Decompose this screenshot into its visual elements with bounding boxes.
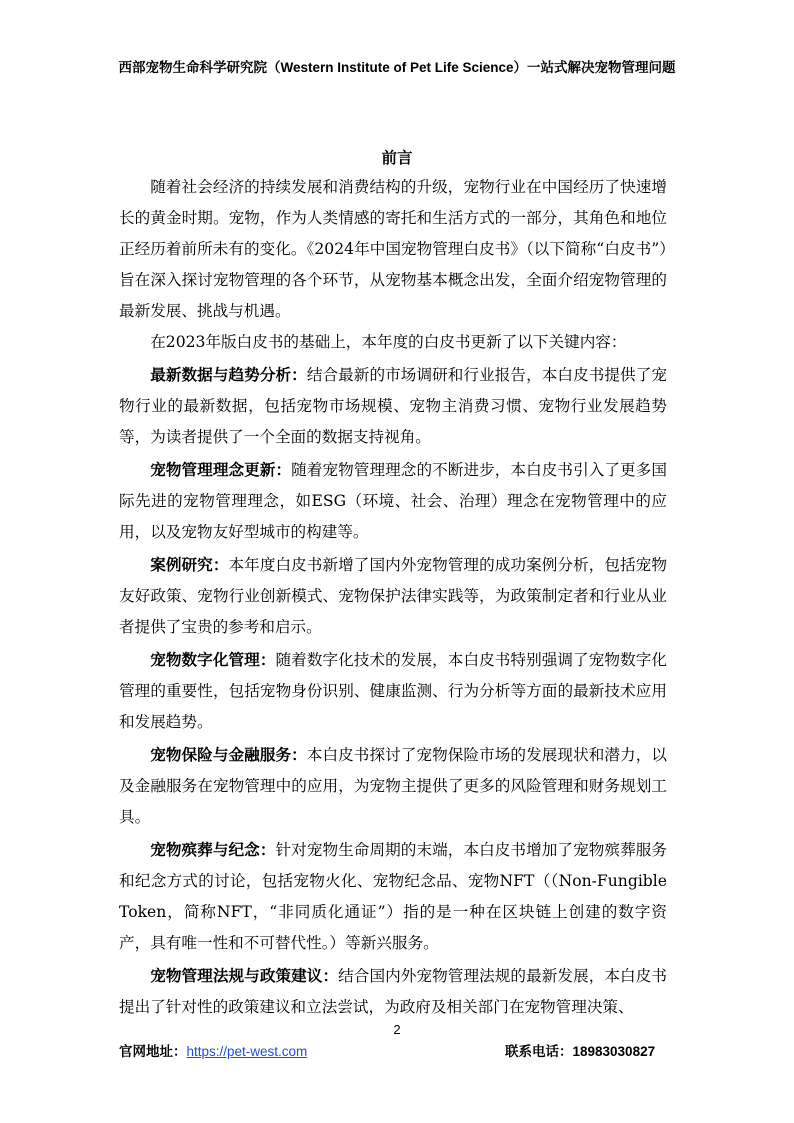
section-lead: 最新数据与趋势分析：	[150, 366, 307, 384]
intro-paragraph-2: 在2023年版白皮书的基础上，本年度的白皮书更新了以下关键内容：	[150, 333, 627, 351]
page-number: 2	[393, 1022, 401, 1037]
page-header	[0, 56, 794, 76]
website-link[interactable]: https://pet-west.com	[186, 1044, 308, 1059]
section-lead: 宠物管理理念更新：	[150, 461, 292, 479]
section-text: 随着数字化技术的发展，本白皮书特别强调了宠物数字化管理的重要性，包括宠物身份识别、健康监测、行为分析等方面的最新技术应用和发展趋势。	[119, 651, 667, 731]
section-lead: 宠物殡葬与纪念：	[150, 841, 276, 859]
section-paragraph	[119, 645, 667, 738]
section-lead: 案例研究：	[150, 556, 229, 574]
section-paragraph	[119, 835, 667, 959]
section-lead: 宠物管理法规与政策建议：	[150, 967, 339, 985]
section-text: 结合最新的市场调研和行业报告，本白皮书提供了宠物行业的最新数据，包括宠物市场规模、宠物主消费习惯、宠物行业发展趋势等，为读者提供了一个全面的数据支持视角。	[119, 366, 667, 446]
footer-phone	[505, 1040, 655, 1060]
document-body	[119, 172, 667, 1023]
section-paragraph	[119, 360, 667, 453]
section-text: 本白皮书探讨了宠物保险市场的发展现状和潜力，以及金融服务在宠物管理中的应用，为宠物主提供了更多的风险管理和财务规划工具。	[119, 746, 667, 826]
section-paragraph	[119, 550, 667, 643]
section-paragraph	[119, 740, 667, 833]
intro-paragraph-1: 随着社会经济的持续发展和消费结构的升级，宠物行业在中国经历了快速增长的黄金时期。宠物，作为人类情感的寄托和生活方式的一部分，其角色和地位正经历着前所未有的变化。《2024年中国宠物管理白皮书》（以下简称“白皮书”）旨在深入探讨宠物管理的各个环节，从宠物基本概念出发，全面介绍宠物管理的最新发展、挑战与机遇。	[119, 178, 667, 320]
section-text: 本年度白皮书新增了国内外宠物管理的成功案例分析，包括宠物友好政策、宠物行业创新模式、宠物保护法律实践等，为政策制定者和行业从业者提供了宝贵的参考和启示。	[119, 556, 667, 636]
section-text: 针对宠物生命周期的末端，本白皮书增加了宠物殡葬服务和纪念方式的讨论，包括宠物火化、宠物纪念品、宠物NFT（（Non-Fungible Token，简称NFT，“非同质化通证”）指的是一种在区块链上创建的数字资产，具有唯一性和不可替代性。）等新兴服务。	[119, 841, 667, 952]
section-text: 结合国内外宠物管理法规的最新发展，本白皮书提出了针对性的政策建议和立法尝试，为政府及相关部门在宠物管理决策、	[119, 967, 667, 1016]
section-paragraph	[119, 961, 667, 1023]
phone-label: 联系电话：	[505, 1044, 573, 1059]
website-label: 官网地址：	[119, 1044, 187, 1059]
header-text: 西部宠物生命科学研究院（Western Institute of Pet Life Science）一站式解决宠物管理问题	[118, 60, 676, 75]
section-lead: 宠物数字化管理：	[150, 651, 276, 669]
section-lead: 宠物保险与金融服务：	[150, 746, 307, 764]
footer-website	[119, 1040, 307, 1060]
page-title: 前言	[381, 148, 413, 167]
section-paragraph	[119, 455, 667, 548]
phone-number: 18983030827	[572, 1044, 656, 1059]
section-text: 随着宠物管理理念的不断进步，本白皮书引入了更多国际先进的宠物管理理念，如ESG（环境、社会、治理）理念在宠物管理中的应用，以及宠物友好型城市的构建等。	[119, 461, 667, 541]
